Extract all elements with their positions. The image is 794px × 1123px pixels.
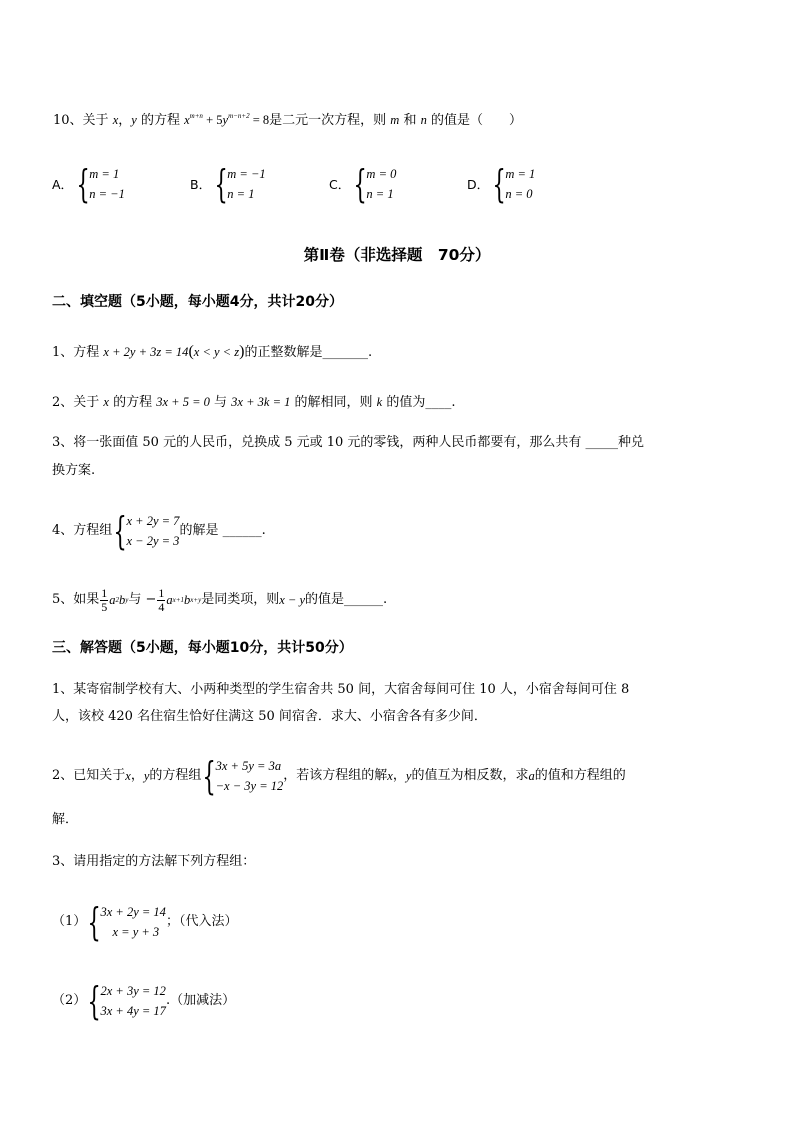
- s2-q5-suffix: 的值是______.: [305, 592, 388, 607]
- s3-q2-system: [201, 756, 283, 796]
- s3-q3-intro: 3、请用指定的方法解下列方程组：: [52, 854, 256, 869]
- q10-var-n: n: [420, 113, 427, 127]
- fraction-denominator: 4: [158, 599, 165, 614]
- q10-options: [0, 164, 794, 208]
- option-row2: n = 1: [366, 187, 394, 201]
- option-row2: n = 1: [227, 187, 255, 201]
- s2-q2: [52, 392, 455, 413]
- sub2-label: （2）: [52, 993, 87, 1008]
- option-system: [352, 164, 396, 204]
- s2-q3-line2: 换方案.: [52, 463, 96, 478]
- option-label: C．: [329, 177, 351, 192]
- option-system: [213, 164, 266, 204]
- option-row1: m = −1: [227, 167, 266, 181]
- s3-q3-sub1: [52, 900, 237, 944]
- q10-option-d[interactable]: [467, 164, 535, 204]
- q10-eq-base1: x: [184, 113, 190, 127]
- brace-icon: {: [87, 979, 102, 1023]
- q10-option-a[interactable]: [52, 164, 125, 204]
- q10-eq-base2: y: [222, 113, 229, 127]
- option-system: [491, 164, 535, 204]
- option-row2: n = 0: [505, 187, 533, 201]
- option-label: D．: [467, 177, 490, 192]
- s2-q5: [52, 582, 387, 618]
- s3-q2-text3: 的值互为相反数，求: [411, 768, 529, 783]
- fraction-numerator: 1: [101, 585, 108, 600]
- s2-q2-prefix: 2、关于: [52, 395, 104, 410]
- section3-heading: 三、解答题（5小题，每小题10分，共计50分）: [52, 640, 353, 656]
- system-row2: −x − 3y = 12: [215, 779, 284, 793]
- s3-q2-var-x2: x: [387, 769, 393, 783]
- section2-heading: 二、填空题（5小题，每小题4分，共计20分）: [52, 294, 343, 310]
- s2-q2-text3: 的解相同，则: [290, 395, 377, 410]
- option-row1: m = 1: [505, 167, 536, 181]
- q10-stem: [53, 106, 522, 131]
- term1-base-b: b: [119, 593, 126, 607]
- s3-q2-var-x: x: [125, 769, 131, 783]
- s3-q2-comma: ，: [130, 768, 144, 783]
- q10-text1: 的方程: [136, 113, 185, 128]
- system-row1: 3x + 5y = 3a: [215, 759, 282, 773]
- s2-q2-text4: 的值为____.: [382, 395, 456, 410]
- s3-q2-line2: 解．: [52, 812, 79, 827]
- term2-exp-a: x+1: [172, 596, 185, 604]
- s2-q1-suffix: 的正整数解是_______.: [244, 345, 373, 360]
- s2-q4: [52, 509, 266, 553]
- s2-q1-prefix: 1、方程: [52, 345, 104, 360]
- s2-q1: [52, 342, 372, 363]
- option-label: B．: [190, 177, 212, 192]
- q10-var-m: m: [390, 113, 400, 127]
- option-label: A．: [52, 177, 74, 192]
- system-row1: 3x + 2y = 14: [100, 905, 166, 919]
- s3-q2-var-y: y: [143, 769, 150, 783]
- term1-exp-a: 2: [115, 596, 120, 604]
- s3-q2-text4: 的值和方程组的: [534, 768, 626, 783]
- q10-text2: 是二元一次方程，则: [269, 113, 391, 128]
- s3-q1-line2: 人，该校 420 名住宿生恰好住满这 50 间宿舍．求大、小宿舍各有多少间．: [52, 709, 487, 724]
- option-row2: n = −1: [89, 187, 125, 201]
- q10-eq-end: = 8: [249, 113, 270, 127]
- term2-base-a: a: [166, 593, 173, 607]
- option-row1: m = 1: [89, 167, 120, 181]
- s2-q1-paren-open: (: [188, 343, 194, 360]
- s2-q5-mid: 与 −: [128, 592, 157, 607]
- q10-eq-mid: + 5: [202, 113, 223, 127]
- s2-q2-var-k: k: [376, 395, 383, 409]
- brace-icon: {: [87, 900, 102, 944]
- s2-q5-text1: 是同类项，则: [201, 592, 280, 607]
- q10-eq-exp2: m−n+2: [228, 112, 250, 120]
- fraction-denominator: 5: [101, 599, 108, 614]
- s2-q4-prefix: 4、方程组: [52, 523, 113, 538]
- s3-q3-sub2: [52, 979, 235, 1023]
- q10-prefix: 10、关于: [53, 113, 113, 128]
- sub1-system: [86, 902, 166, 942]
- s3-q1-line1: 1、某寄宿制学校有大、小两种类型的学生宿舍共 50 间，大宿舍每间可住 10 人，小宿舍每间可住 8: [52, 682, 630, 697]
- q10-option-b[interactable]: [190, 164, 266, 204]
- s2-q1-condition: x < y < z: [193, 345, 240, 359]
- s2-q4-system: [112, 511, 179, 551]
- q10-option-c[interactable]: [329, 164, 396, 204]
- fraction-numerator: 1: [158, 585, 165, 600]
- system-row1: 2x + 3y = 12: [100, 984, 166, 998]
- s2-q5-prefix: 5、如果: [52, 592, 100, 607]
- s2-q2-text2: 与: [209, 395, 232, 410]
- s3-q2-var-a: a: [528, 769, 535, 783]
- brace-icon: {: [214, 162, 228, 206]
- s2-q5-fraction1: [100, 587, 108, 614]
- sub1-label: （1）: [52, 914, 87, 929]
- s2-q5-expression: x − y: [279, 593, 305, 607]
- s2-q1-equation: x + 2y + 3z = 14: [103, 345, 189, 359]
- term1-exp-b: y: [125, 596, 129, 604]
- system-row2: x − 2y = 3: [126, 534, 180, 548]
- s2-q2-eq1: 3x + 5 = 0: [156, 395, 210, 409]
- term2-exp-b: x+y: [190, 596, 202, 604]
- s3-q2-text2: ，若该方程组的解: [283, 768, 388, 783]
- system-row2: x = y + 3: [112, 925, 160, 939]
- part2-title: 第Ⅱ卷（非选择题 70分）: [303, 246, 491, 264]
- q10-and: 和: [399, 113, 421, 128]
- option-row1: m = 0: [366, 167, 397, 181]
- q10-eq-exp1: m+n: [189, 112, 203, 120]
- sub2-method: .（加减法）: [165, 993, 236, 1008]
- s3-q2: [52, 754, 626, 798]
- s3-q2-prefix: 2、已知关于: [52, 768, 126, 783]
- s2-q2-text1: 的方程: [108, 395, 157, 410]
- sub1-method: ；（代入法）: [165, 914, 238, 929]
- s2-q5-fraction2: [157, 587, 165, 614]
- brace-icon: {: [202, 754, 217, 798]
- brace-icon: {: [113, 509, 128, 553]
- brace-icon: {: [492, 162, 506, 206]
- q10-var-x: x: [112, 113, 119, 127]
- s2-q3-line1: 3、将一张面值 50 元的人民币，兑换成 5 元或 10 元的零钱，两种人民币都要有，那么共有 _____种兑: [52, 435, 645, 450]
- s2-q4-suffix: 的解是 ______.: [179, 523, 266, 538]
- brace-icon: {: [76, 162, 90, 206]
- term1-base-a: a: [109, 593, 116, 607]
- s3-q2-comma2: ，: [392, 768, 406, 783]
- q10-var-y: y: [131, 113, 137, 127]
- option-system: [75, 164, 125, 204]
- s2-q2-eq2: 3x + 3k = 1: [231, 395, 291, 409]
- system-row2: 3x + 4y = 17: [100, 1004, 166, 1018]
- s3-q2-var-y2: y: [405, 769, 412, 783]
- q10-text3: 的值是（ ）: [426, 113, 522, 128]
- s3-q2-text1: 的方程组: [149, 768, 202, 783]
- sub2-system: [86, 981, 166, 1021]
- term2-base-b: b: [184, 593, 191, 607]
- s2-q2-var-x: x: [103, 395, 109, 409]
- q10-comma: ，: [118, 113, 132, 128]
- system-row1: x + 2y = 7: [126, 514, 180, 528]
- s2-q1-paren-close: ): [239, 343, 245, 360]
- brace-icon: {: [353, 162, 367, 206]
